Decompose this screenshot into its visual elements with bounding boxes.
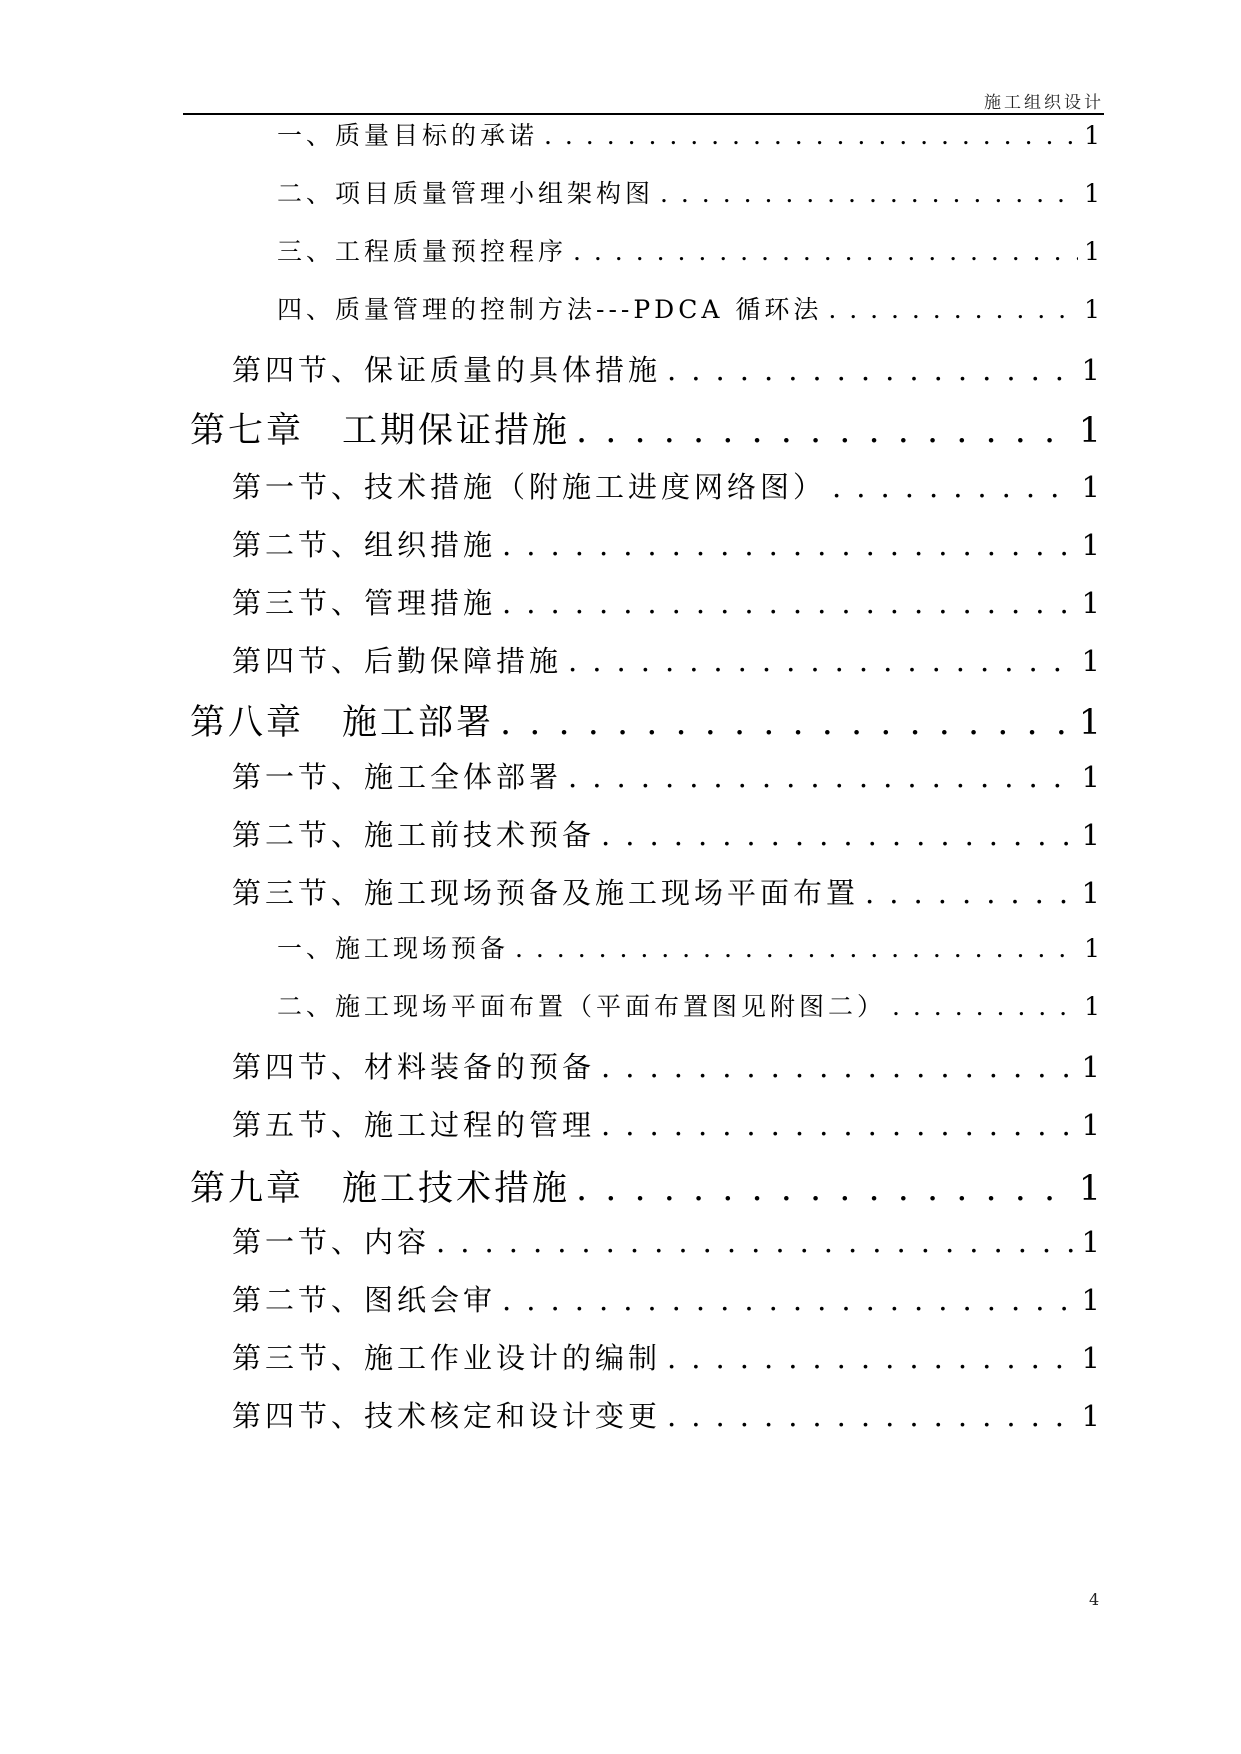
toc-entry-page: 1: [1081, 1108, 1104, 1142]
toc-entry[interactable]: [232, 1220, 1104, 1261]
toc-entry-label: 二、项目质量管理小组架构图: [277, 179, 655, 208]
toc-dot-leader: [515, 934, 1078, 963]
toc-dot-leader: [568, 644, 1076, 678]
toc-dot-leader: [601, 818, 1076, 852]
toc-dot-leader: [573, 237, 1078, 266]
toc-entry[interactable]: [232, 523, 1104, 564]
toc-entry-page: 1: [1081, 760, 1104, 794]
toc-entry-page: 1: [1084, 992, 1104, 1021]
toc-entry[interactable]: [277, 987, 1104, 1023]
toc-dot-leader: [667, 353, 1076, 387]
toc-entry-page: 1: [1084, 295, 1104, 324]
toc-dot-leader: [568, 760, 1076, 794]
toc-dot-leader: [828, 295, 1078, 324]
toc-entry-label: 第四节、后勤保障措施: [232, 644, 563, 678]
toc-dot-leader: [832, 470, 1076, 504]
toc-dot-leader: [576, 1169, 1073, 1209]
toc-entry-page: 1: [1081, 528, 1104, 562]
toc-entry-label: 第一节、施工全体部署: [232, 760, 563, 794]
page-header-title: 施工组织设计: [984, 93, 1104, 113]
toc-entry-label: 第二节、施工前技术预备: [232, 818, 596, 852]
toc-entry-label: 第四节、保证质量的具体措施: [232, 353, 662, 387]
toc-entry[interactable]: [232, 1394, 1104, 1435]
toc-entry-label: 第三节、施工现场预备及施工现场平面布置: [232, 876, 860, 910]
toc-entry-page: 1: [1081, 1225, 1104, 1259]
toc-entry-page: 1: [1081, 1341, 1104, 1375]
toc-entry[interactable]: [190, 695, 1104, 745]
toc-entry-page: 1: [1081, 586, 1104, 620]
toc-entry[interactable]: [232, 1278, 1104, 1319]
toc-entry-label: 第五节、施工过程的管理: [232, 1108, 596, 1142]
toc-entry[interactable]: [232, 1103, 1104, 1144]
toc-dot-leader: [576, 411, 1073, 451]
toc-entry-label: 第二节、组织措施: [232, 528, 497, 562]
toc-entry-page: 1: [1081, 1283, 1104, 1317]
toc-entry[interactable]: [190, 1161, 1104, 1211]
toc-entry[interactable]: [277, 290, 1104, 326]
toc-entry-label: 第七章 工期保证措施: [190, 411, 571, 451]
toc-entry[interactable]: [232, 348, 1104, 389]
toc-entry-page: 1: [1081, 470, 1104, 504]
toc-entry-label: 第八章 施工部署: [190, 703, 495, 743]
toc-dot-leader: [865, 876, 1076, 910]
toc-entry-label: 三、工程质量预控程序: [277, 237, 568, 266]
toc-entry-label: 第四节、材料装备的预备: [232, 1050, 596, 1084]
toc-entry[interactable]: [232, 581, 1104, 622]
toc-entry[interactable]: [232, 871, 1104, 912]
toc-dot-leader: [502, 1283, 1076, 1317]
toc-dot-leader: [544, 121, 1078, 150]
toc-entry-page: 1: [1081, 353, 1104, 387]
toc-entry-page: 1: [1081, 818, 1104, 852]
toc-entry[interactable]: [232, 813, 1104, 854]
toc-entry-page: 1: [1084, 121, 1104, 150]
toc-entry-page: 1: [1081, 644, 1104, 678]
toc-dot-leader: [892, 992, 1078, 1021]
toc-entry[interactable]: [232, 465, 1104, 506]
toc-dot-leader: [667, 1399, 1076, 1433]
toc-entry[interactable]: [232, 639, 1104, 680]
toc-entry-label: 一、质量目标的承诺: [277, 121, 539, 150]
toc-entry-label: 第三节、管理措施: [232, 586, 497, 620]
toc-entry-page: 1: [1084, 179, 1104, 208]
toc-entry-page: 1: [1081, 1050, 1104, 1084]
toc-entry-page: 1: [1078, 1169, 1104, 1209]
toc-entry-page: 1: [1081, 1399, 1104, 1433]
toc-entry[interactable]: [277, 929, 1104, 965]
toc-dot-leader: [601, 1050, 1076, 1084]
toc-entry[interactable]: [277, 232, 1104, 268]
toc-entry-label: 第四节、技术核定和设计变更: [232, 1399, 662, 1433]
toc-dot-leader: [660, 179, 1078, 208]
toc-entry-page: 1: [1078, 411, 1104, 451]
toc-entry-page: 1: [1084, 237, 1104, 266]
toc-entry[interactable]: [190, 403, 1104, 453]
toc-entry-page: 1: [1081, 876, 1104, 910]
toc-entry-label: 第二节、图纸会审: [232, 1283, 497, 1317]
toc-entry[interactable]: [232, 755, 1104, 796]
toc-dot-leader: [502, 528, 1076, 562]
toc-entry[interactable]: [277, 116, 1104, 152]
toc-dot-leader: [502, 586, 1076, 620]
toc-entry-label: 四、质量管理的控制方法---PDCA 循环法: [277, 295, 823, 324]
toc-entry-label: 第一节、技术措施（附施工进度网络图）: [232, 470, 827, 504]
toc-entry-label: 二、施工现场平面布置（平面布置图见附图二）: [277, 992, 887, 1021]
toc-dot-leader: [667, 1341, 1076, 1375]
toc-entry-label: 第一节、内容: [232, 1225, 431, 1259]
toc-entry-label: 第三节、施工作业设计的编制: [232, 1341, 662, 1375]
toc-entry[interactable]: [277, 174, 1104, 210]
toc-entry-page: 1: [1084, 934, 1104, 963]
toc-dot-leader: [601, 1108, 1076, 1142]
toc-entry-label: 一、施工现场预备: [277, 934, 510, 963]
toc-dot-leader: [436, 1225, 1076, 1259]
toc-entry-page: 1: [1078, 703, 1104, 743]
page-number: 4: [1089, 1590, 1100, 1609]
toc-entry[interactable]: [232, 1336, 1104, 1377]
toc-entry[interactable]: [232, 1045, 1104, 1086]
toc-dot-leader: [500, 703, 1073, 743]
toc-entry-label: 第九章 施工技术措施: [190, 1169, 571, 1209]
